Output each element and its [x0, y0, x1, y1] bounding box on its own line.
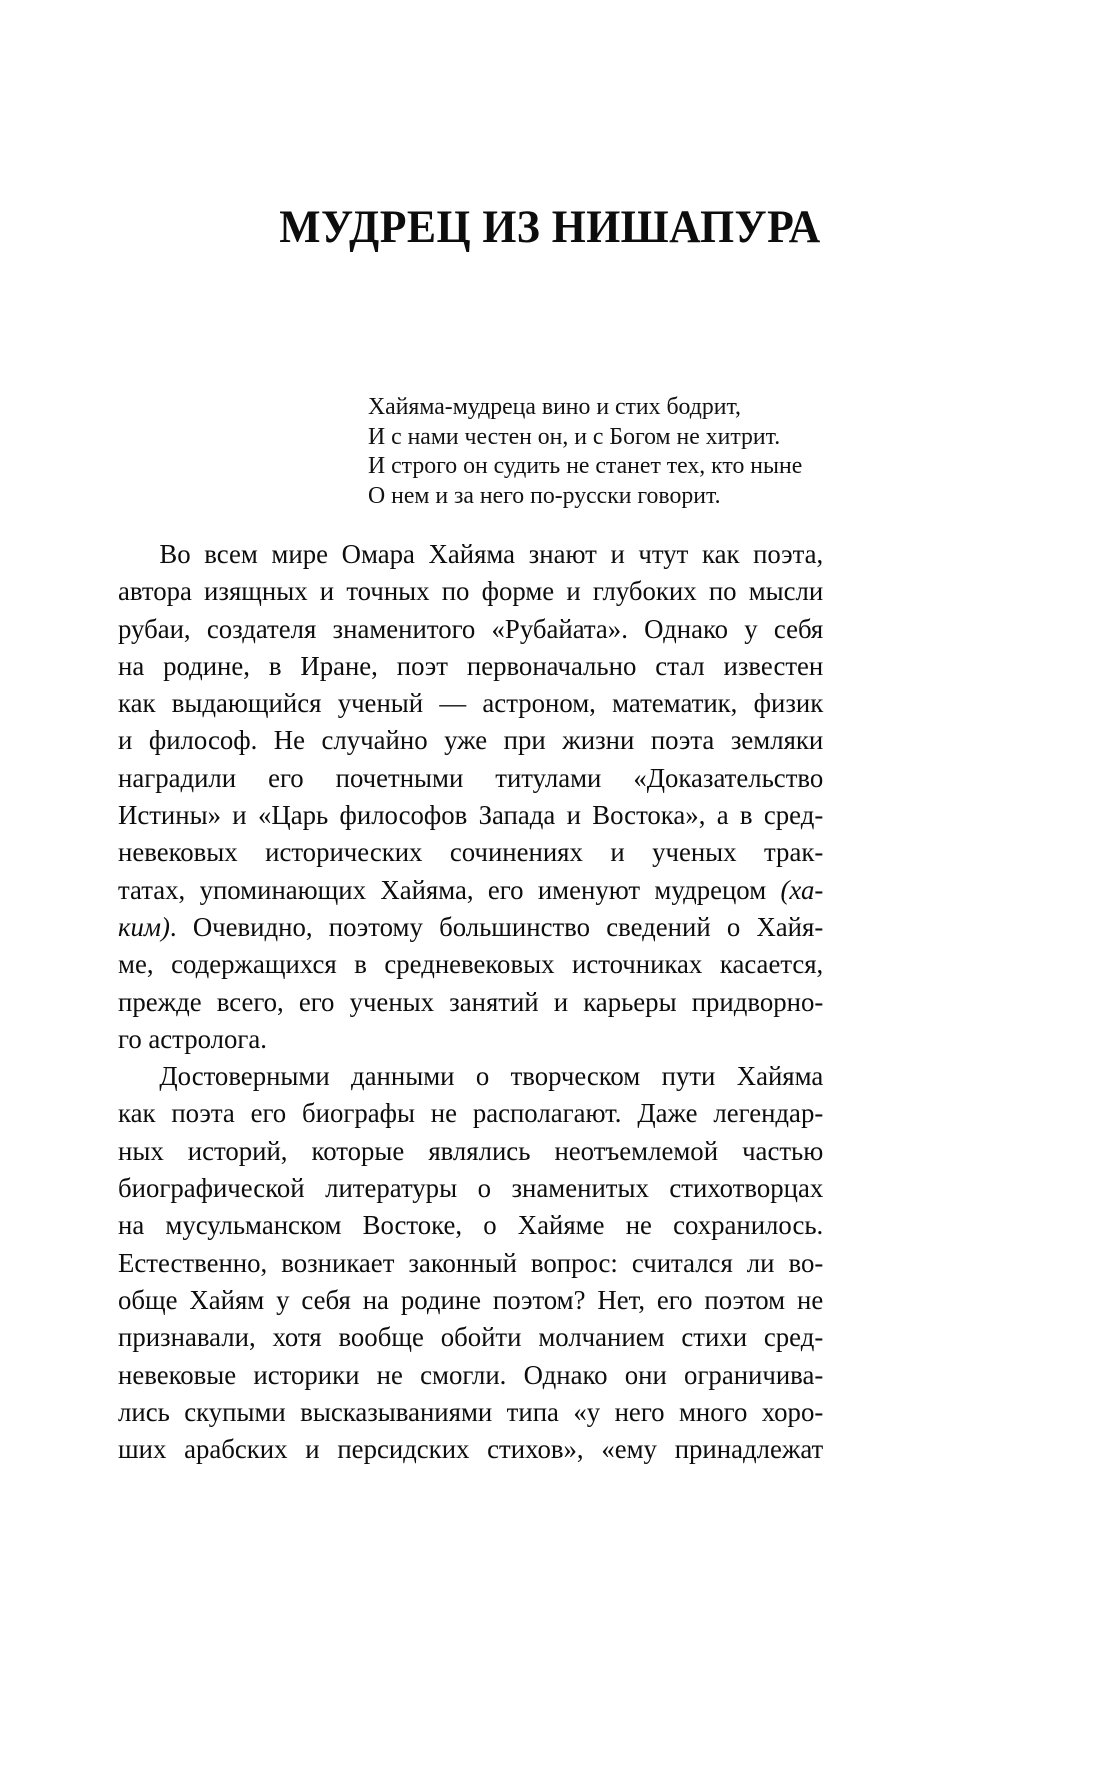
- text-line: прежде всего, его ученых занятий и карьеры придворно-: [118, 986, 824, 1017]
- text-line: лись скупыми высказываниями типа «у него много хоро-: [118, 1396, 824, 1427]
- text-line: Истины» и «Царь философов Запада и Востока», а в сред-: [118, 800, 824, 831]
- text-line: ме, содержащихся в средневековых источниках касается,: [118, 949, 824, 980]
- epigraph-line: О нем и за него по-русски говорит.: [368, 481, 721, 509]
- text-line: на родине, в Иране, поэт первоначально стал известен: [118, 650, 824, 681]
- text-line-italic-end: [118, 909, 823, 946]
- text-line: как поэта его биографы не располагают. Даже легендар-: [118, 1098, 824, 1129]
- epigraph-line: И с нами честен он, и с Богом не хитрит.: [368, 422, 781, 450]
- italic-term-hakim: (ха-: [780, 874, 824, 905]
- text-line: обще Хайям у себя на родине поэтом? Нет, его поэтом не: [118, 1284, 824, 1315]
- page-title: МУДРЕЦ ИЗ НИШАПУРА: [279, 201, 821, 254]
- paragraph-2: [118, 1058, 823, 1468]
- text-line: Достоверными данными о творческом пути Хайяма: [159, 1061, 824, 1092]
- text-line-italic-start: [118, 872, 823, 909]
- epigraph-line: Хайяма-мудреца вино и стих бодрит,: [368, 393, 741, 420]
- text-line: как выдающийся ученый — астроном, математик, физик: [118, 688, 824, 719]
- text-line: на мусульманском Востоке, о Хайяме не сохранилось.: [118, 1210, 824, 1241]
- epigraph-line: И строго он судить не станет тех, кто ныне: [368, 452, 803, 480]
- text-line: признавали, хотя вообще обойти молчанием стихи сред-: [118, 1322, 824, 1353]
- text-line: Естественно, возникает законный вопрос: считался ли во-: [118, 1247, 824, 1278]
- text-line: рубаи, создателя знаменитого «Рубайата». Однако у себя: [118, 613, 824, 644]
- paragraph-1: [118, 536, 823, 1058]
- text-line: биографической литературы о знаменитых стихотворцах: [118, 1173, 824, 1204]
- text-line: невековые историки не смогли. Однако они ограничива-: [118, 1359, 824, 1390]
- text-line-plain: . Очевидно, поэтому большинство сведений о Хайя-: [169, 911, 824, 942]
- text-line: ных историй, которые являлись неотъемлемой частью: [118, 1135, 824, 1166]
- text-line: Во всем мире Омара Хайяма знают и чтут как поэта,: [159, 539, 824, 569]
- text-line: автора изящных и точных по форме и глубоких по мысли: [118, 576, 824, 607]
- body-text: [118, 536, 823, 1468]
- text-line-plain: татах, упоминающих Хайяма, его именуют мудрецом: [118, 874, 781, 905]
- text-line: и философ. Не случайно уже при жизни поэта земляки: [118, 725, 824, 756]
- italic-term-hakim: ким): [118, 911, 170, 942]
- text-line: ших арабских и персидских стихов», «ему принадлежат: [118, 1434, 824, 1465]
- text-line: го астролога.: [118, 1023, 267, 1054]
- text-line: наградили его почетными титулами «Доказательство: [118, 762, 824, 793]
- epigraph: [368, 392, 834, 510]
- text-line: невековых исторических сочинениях и ученых трак-: [118, 837, 824, 868]
